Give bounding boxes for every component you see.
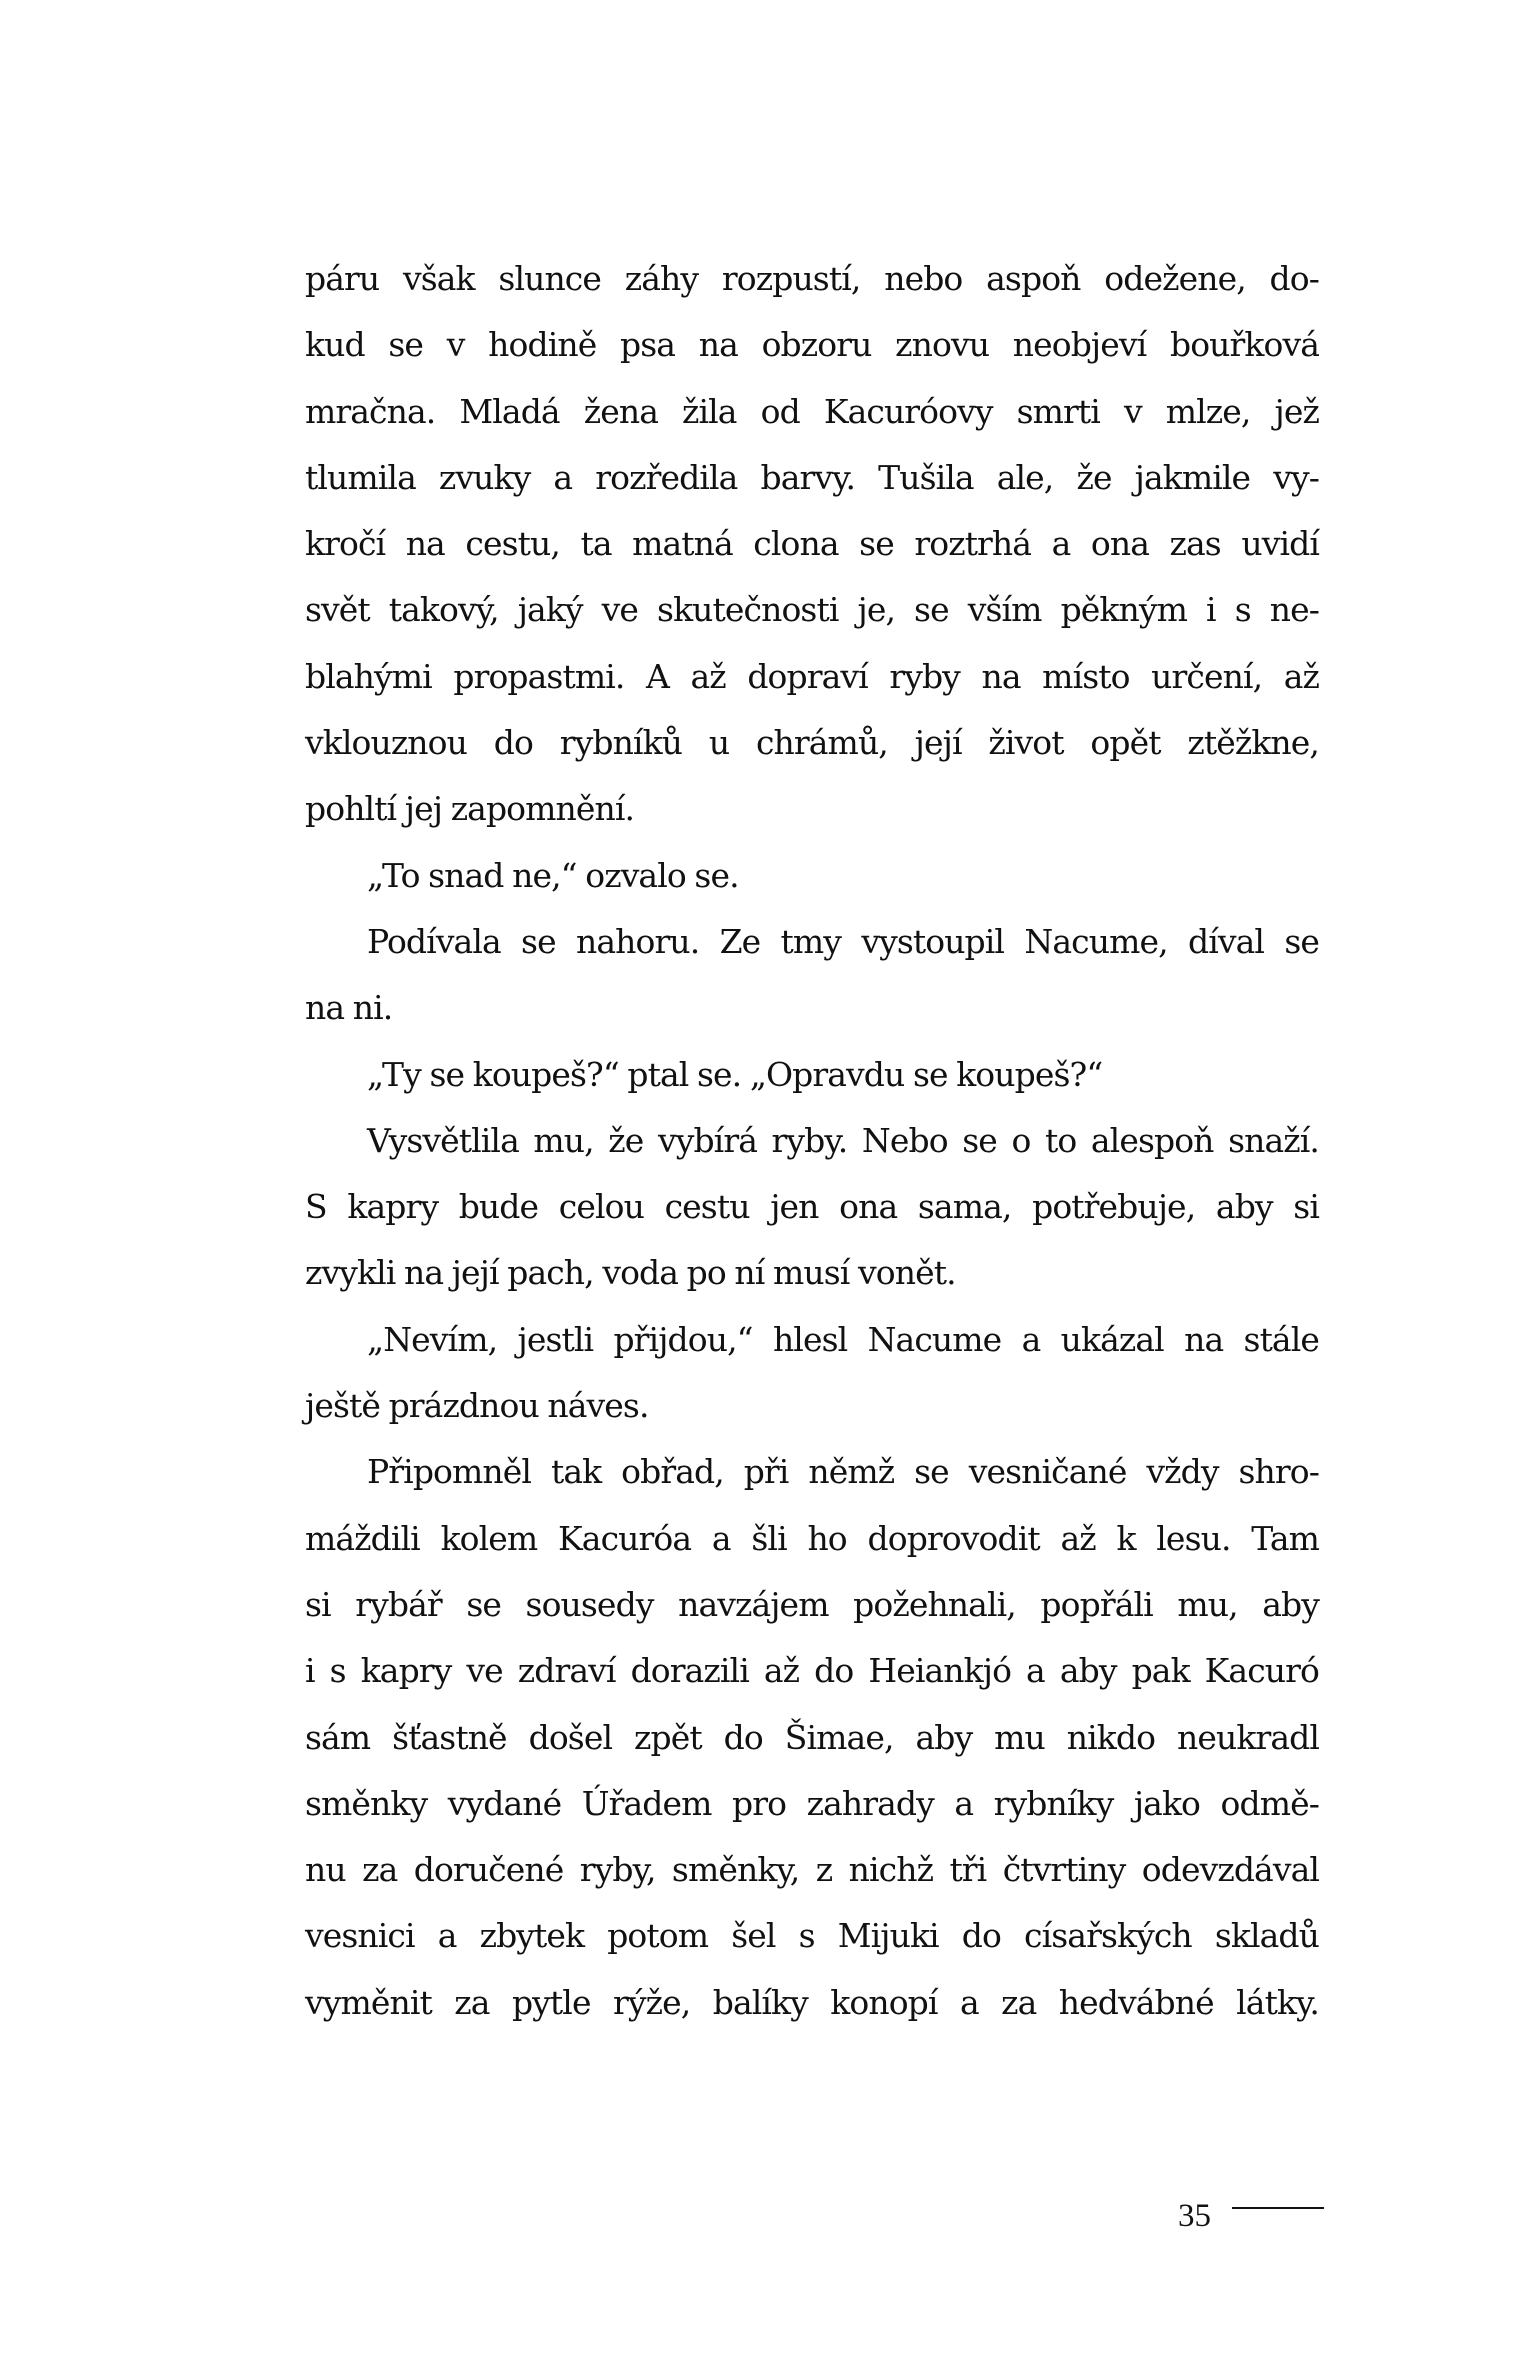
- text-line: pohltí jej zapomnění.: [305, 789, 635, 829]
- text-line: máždili kolem Kacuróa a šli ho doprovodit až k lesu. Tam: [305, 1518, 1319, 1558]
- text-line: zvykli na její pach, voda po ní musí vonět.: [305, 1253, 956, 1293]
- text-line: vesnici a zbytek potom šel s Mijuki do císařských skladů: [305, 1916, 1319, 1956]
- text-line: Vysvětlila mu, že vybírá ryby. Nebo se o to alespoň snaží.: [367, 1120, 1319, 1160]
- text-line: vyměnit za pytle rýže, balíky konopí a za hedvábné látky.: [305, 1982, 1319, 2022]
- text-line: sám šťastně došel zpět do Šimae, aby mu nikdo neukradl: [305, 1717, 1319, 1757]
- text-line: na ni.: [305, 988, 393, 1028]
- text-line: „Ty se koupeš?“ ptal se. „Opravdu se koupeš?“: [367, 1054, 1103, 1094]
- text-line: Připomněl tak obřad, při němž se vesničané vždy shro-: [367, 1452, 1319, 1492]
- text-line: ještě prázdnou náves.: [305, 1386, 649, 1426]
- text-line: si rybář se sousedy navzájem požehnali, popřáli mu, aby: [305, 1584, 1319, 1624]
- body-text: [305, 246, 1319, 2036]
- text-line: S kapry bude celou cestu jen ona sama, potřebuje, aby si: [305, 1187, 1319, 1227]
- text-line: svět takový, jaký ve skutečnosti je, se vším pěkným i s ne-: [305, 590, 1319, 630]
- text-line: „To snad ne,“ ozvalo se.: [367, 855, 739, 895]
- page-number: 35: [1178, 2198, 1211, 2234]
- text-line: i s kapry ve zdraví dorazili až do Heiankjó a aby pak Kacuró: [305, 1651, 1319, 1691]
- text-line: „Nevím, jestli přijdou,“ hlesl Nacume a ukázal na stále: [367, 1319, 1319, 1359]
- text-line: blahými propastmi. A až dopraví ryby na místo určení, až: [305, 656, 1319, 696]
- folio-rule-divider: [1232, 2207, 1324, 2209]
- text-line: nu za doručené ryby, směnky, z nichž tři čtvrtiny odevzdával: [305, 1850, 1319, 1890]
- text-line: kud se v hodině psa na obzoru znovu neobjeví bouřková: [305, 325, 1319, 365]
- text-line: mračna. Mladá žena žila od Kacuróovy smrti v mlze, jež: [305, 391, 1319, 431]
- text-line: tlumila zvuky a rozředila barvy. Tušila ale, že jakmile vy-: [305, 457, 1319, 497]
- text-line: Podívala se nahoru. Ze tmy vystoupil Nacume, díval se: [367, 921, 1319, 961]
- text-line: směnky vydané Úřadem pro zahrady a rybníky jako odmě-: [305, 1783, 1319, 1823]
- text-line: vklouznou do rybníků u chrámů, její život opět ztěžkne,: [305, 723, 1319, 763]
- text-line: kročí na cestu, ta matná clona se roztrhá a ona zas uvidí: [305, 524, 1319, 564]
- text-line: páru však slunce záhy rozpustí, nebo aspoň odežene, do-: [305, 259, 1319, 298]
